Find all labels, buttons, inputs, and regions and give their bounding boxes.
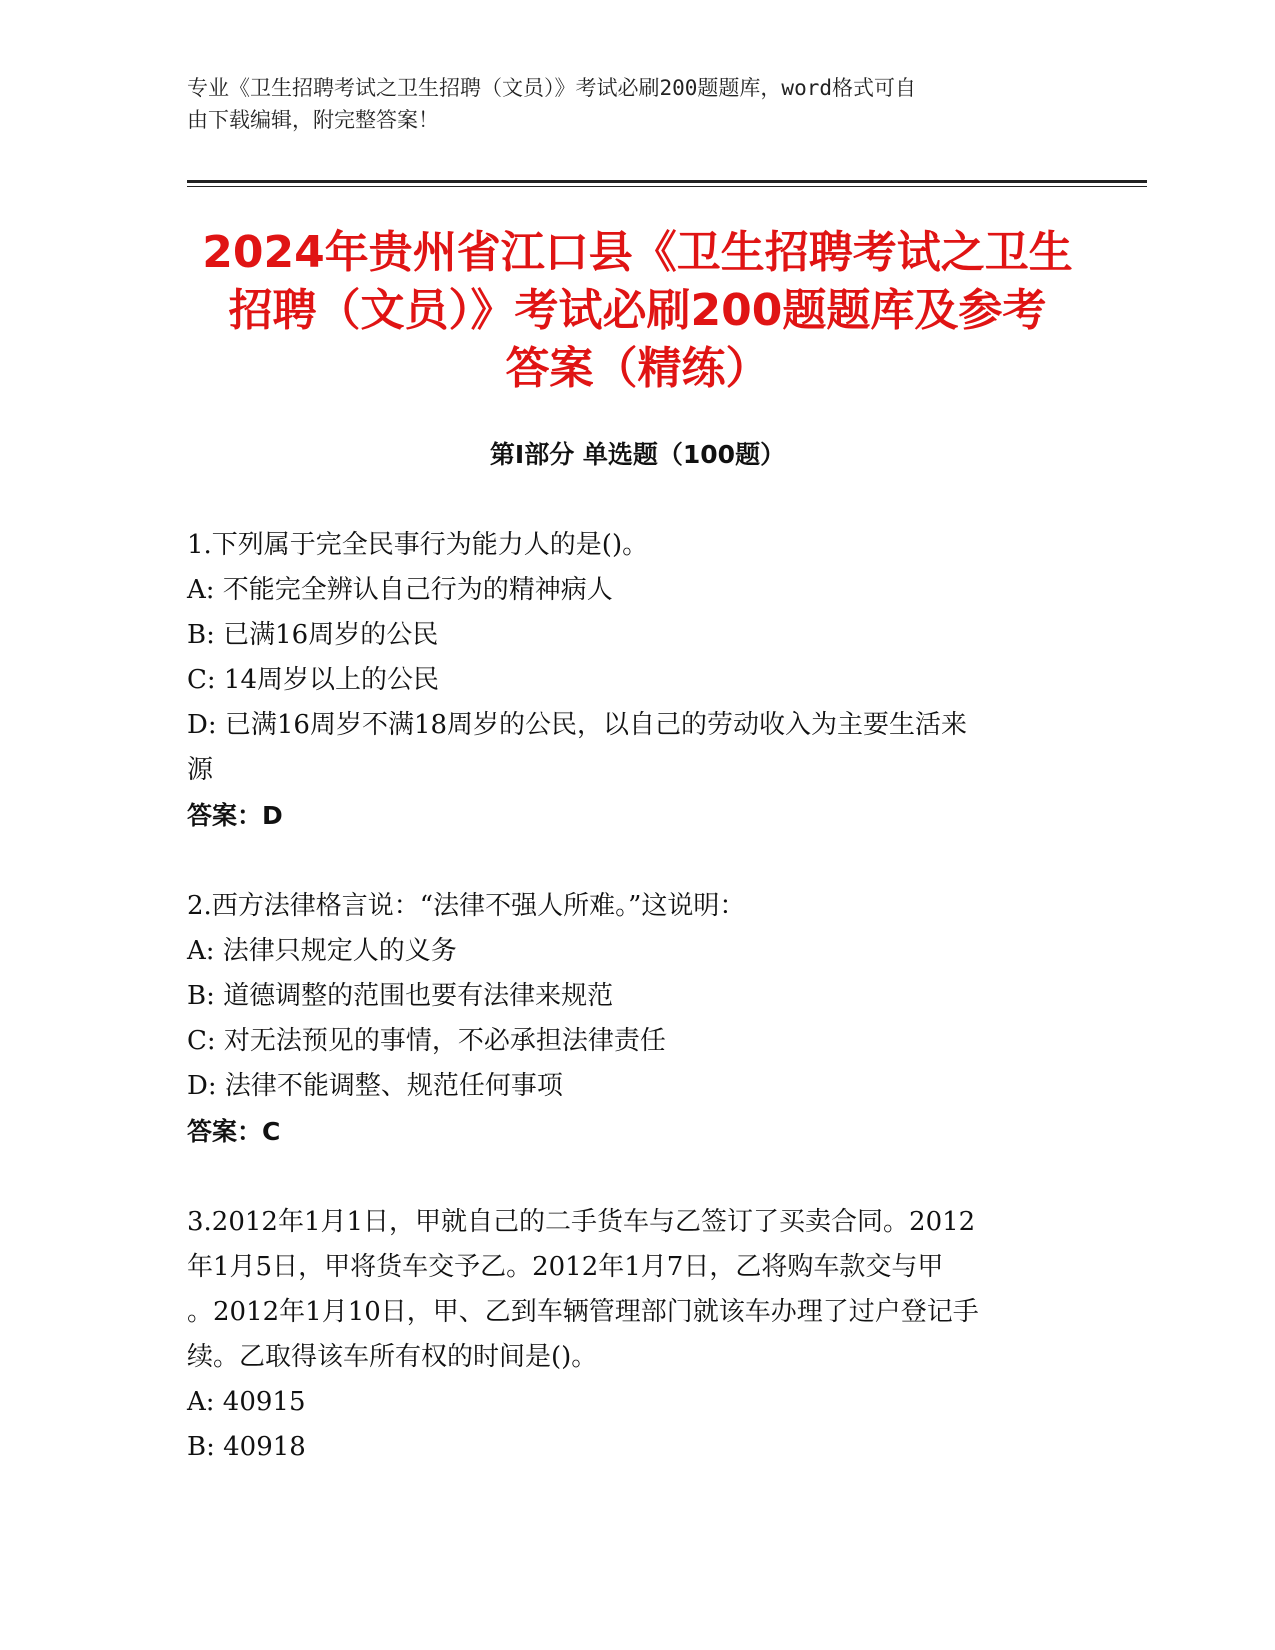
- question-spacer: [187, 838, 1087, 884]
- option-b: B: 已满16周岁的公民: [187, 620, 439, 650]
- option-d: D: 已满16周岁不满18周岁的公民，以自己的劳动收入为主要生活来: [187, 710, 968, 740]
- document-title: [140, 224, 1135, 398]
- question-stem: 2.西方法律格言说：“法律不强人所难。”这说明：: [187, 891, 746, 921]
- question-3: [187, 1200, 1087, 1470]
- option-d-continued: 源: [187, 755, 214, 785]
- header-note-line: 专业《卫生招聘考试之卫生招聘（文员）》考试必刷200题题库，word格式可自: [187, 76, 916, 100]
- header-rule-thin: [187, 186, 1147, 187]
- question-stem: 1.下列属于完全民事行为能力人的是()。: [187, 530, 649, 560]
- option-d: D: 法律不能调整、规范任何事项: [187, 1071, 563, 1101]
- title-line: 招聘（文员）》考试必刷200题题库及参考: [228, 285, 1047, 336]
- option-a: A: 法律只规定人的义务: [187, 936, 457, 966]
- option-a: A: 不能完全辨认自己行为的精神病人: [187, 575, 613, 605]
- question-spacer: [187, 1154, 1087, 1200]
- question-stem: 3.2012年1月1日，甲就自己的二手货车与乙签订了买卖合同。2012: [187, 1207, 976, 1237]
- header-rule-thick: [187, 180, 1147, 183]
- header-note-line: 由下载编辑，附完整答案！: [187, 108, 439, 132]
- answer-label: 答案：C: [187, 1117, 281, 1146]
- question-stem-continued: 。2012年1月10日，甲、乙到车辆管理部门就该车办理了过户登记手: [187, 1297, 979, 1327]
- title-line: 答案（精练）: [505, 343, 770, 394]
- option-a: A: 40915: [187, 1387, 306, 1417]
- option-c: C: 对无法预见的事情，不必承担法律责任: [187, 1026, 666, 1056]
- question-2: [187, 884, 1087, 1154]
- section-heading: 第Ⅰ部分 单选题（100题）: [489, 440, 786, 469]
- option-b: B: 40918: [187, 1432, 306, 1462]
- question-1: [187, 523, 1087, 838]
- question-stem-continued: 年1月5日，甲将货车交予乙。2012年1月7日，乙将购车款交与甲: [187, 1252, 944, 1282]
- header-note: [187, 72, 1067, 136]
- option-b: B: 道德调整的范围也要有法律来规范: [187, 981, 614, 1011]
- option-c: C: 14周岁以上的公民: [187, 665, 440, 695]
- answer-label: 答案：D: [187, 801, 283, 830]
- question-list: [187, 523, 1087, 1470]
- question-stem-continued: 续。乙取得该车所有权的时间是()。: [187, 1342, 598, 1372]
- title-line: 2024年贵州省江口县《卫生招聘考试之卫生: [202, 227, 1073, 278]
